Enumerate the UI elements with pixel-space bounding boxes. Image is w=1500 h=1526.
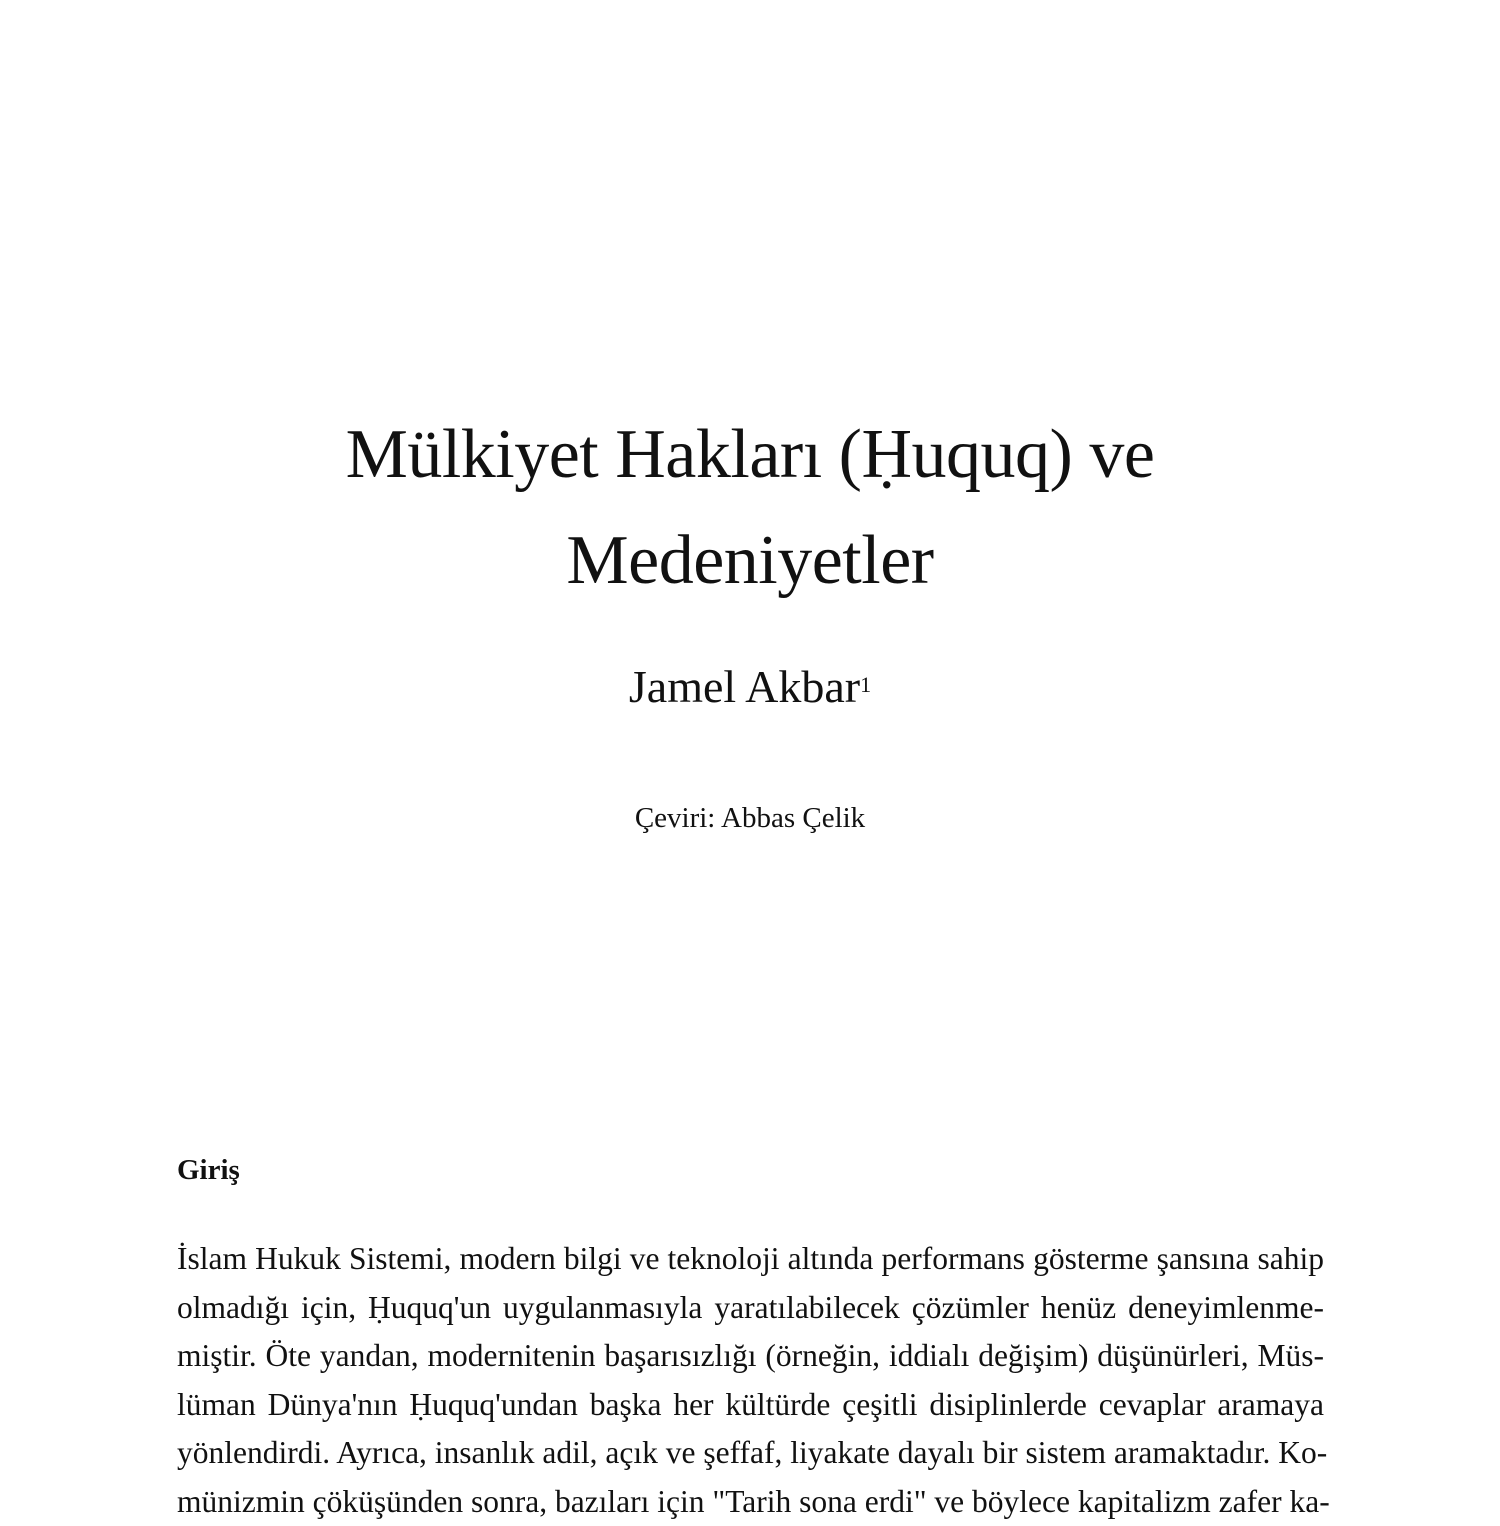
body-paragraph (177, 1235, 1324, 1526)
translator-credit: Çeviri: Abbas Çelik (300, 798, 1200, 838)
title-line-2: Medeniyetler (566, 522, 933, 599)
author-byline (300, 655, 1200, 719)
paragraph-line: miştir. Öte yandan, modernitenin başarısızlığı (örneğin, iddialı değişim) düşünürleri, Müs- (177, 1332, 1324, 1381)
paragraph-line: İslam Hukuk Sistemi, modern bilgi ve teknoloji altında performans gösterme şansına sahip (177, 1235, 1324, 1284)
document-title (200, 402, 1300, 614)
paragraph-line: münizmin çöküşünden sonra, bazıları için "Tarih sona erdi" ve böylece kapitalizm zafer ka- (177, 1478, 1324, 1526)
author-name: Jamel Akbar (629, 661, 860, 712)
title-line-1: Mülkiyet Hakları (Ḥuquq) ve (346, 416, 1155, 493)
paragraph-line: olmadığı için, Ḥuquq'un uygulanmasıyla yaratılabilecek çözümler henüz deneyimlenme- (177, 1284, 1324, 1333)
paragraph-line: yönlendirdi. Ayrıca, insanlık adil, açık ve şeffaf, liyakate dayalı bir sistem aramaktadır. Ko- (177, 1429, 1324, 1478)
section-heading: Giriş (177, 1148, 240, 1192)
paragraph-line: lüman Dünya'nın Ḥuquq'undan başka her kültürde çeşitli disiplinlerde cevaplar aramaya (177, 1381, 1324, 1430)
author-footnote-marker[interactable]: 1 (860, 672, 871, 697)
